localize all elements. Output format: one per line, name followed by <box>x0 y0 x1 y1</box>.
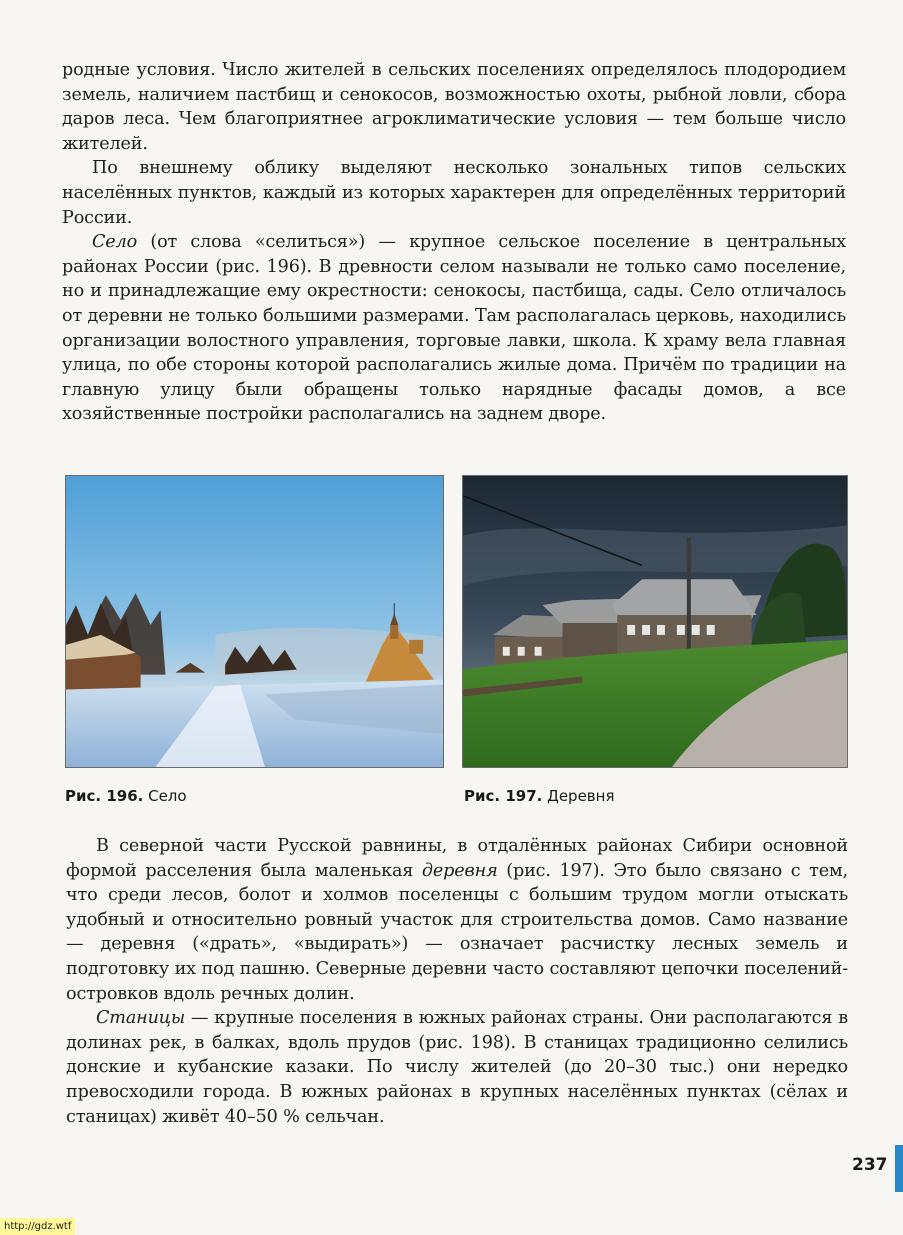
paragraph-4-text-a: В северной части Русской равнины, в отдалённых районах Сибири основной формой расселения была маленькая <box>66 836 848 881</box>
caption-197 <box>464 786 614 806</box>
paragraph-4 <box>66 834 848 1006</box>
term-stanitsy: Станицы <box>96 1008 186 1029</box>
paragraph-3-text: (от слова «селиться») — крупное сельское поселение в центральных районах России (рис. 196). В древности селом называли не только само поселение, но и принадлежащие ему окрестности: сенокосы, пастбища, сады. Село отличалось от деревни не только большими размерами. Там располагалась церковь, находились организации волостного управления, торговые лавки, школа. К храму вела главная улица, по обе стороны которой располагались жилые дома. Причём по традиции на главную улицу были обращены только нарядные фасады домов, а все хозяйственные постройки располагались на заднем дворе. <box>62 232 846 425</box>
caption-196-title: Село <box>148 787 187 805</box>
paragraph-2: По внешнему облику выделяют несколько зональных типов сельских населённых пунктов, каждый из которых характерен для определённых территорий России. <box>62 158 846 228</box>
paragraph-1: родные условия. Число жителей в сельских поселениях определялось плодородием земель, наличием пастбищ и сенокосов, возможностью охоты, рыбной ловли, сбора даров леса. Чем благоприятнее агроклиматические условия — тем больше число жителей. <box>62 60 846 154</box>
term-derevnya: деревня <box>421 860 498 881</box>
village-summer-photo <box>463 476 847 767</box>
paragraph-3 <box>62 230 846 427</box>
term-selo: Село <box>92 232 138 253</box>
caption-196-number: Рис. 196. <box>65 787 144 805</box>
figure-196-photo <box>65 475 444 768</box>
watermark-link[interactable]: http://gdz.wtf <box>0 1218 75 1235</box>
caption-197-number: Рис. 197. <box>464 787 543 805</box>
village-winter-photo <box>66 476 443 767</box>
figure-197-photo <box>462 475 848 768</box>
page-edge-tab <box>895 1145 903 1192</box>
caption-197-title: Деревня <box>547 787 615 805</box>
page-number: 237 <box>852 1155 888 1175</box>
paragraph-5-text: — крупные поселения в южных районах страны. Они располагаются в долинах рек, в балках, вдоль прудов (рис. 198). В станицах традиционно селились донские и кубанские казаки. По числу жителей (до 20–30 тыс.) они нередко превосходили города. В южных районах в крупных населённых пунктах (сёлах и станицах) живёт 40–50 % сельчан. <box>66 1008 848 1127</box>
bottom-text-block <box>66 834 848 1129</box>
top-text-block <box>62 58 846 427</box>
caption-196 <box>65 786 187 806</box>
paragraph-5 <box>66 1006 848 1129</box>
paragraph-4-text-b: (рис. 197). Это было связано с тем, что среди лесов, болот и холмов поселенцы с большим трудом могли отыскать удобный и относительно ровный участок для строительства домов. Само название — деревня («драть», «выдирать») — означает расчистку лесных земель и подготовку их под пашню. Северные деревни часто составляют цепочки поселений-островков вдоль речных долин. <box>66 860 848 1004</box>
